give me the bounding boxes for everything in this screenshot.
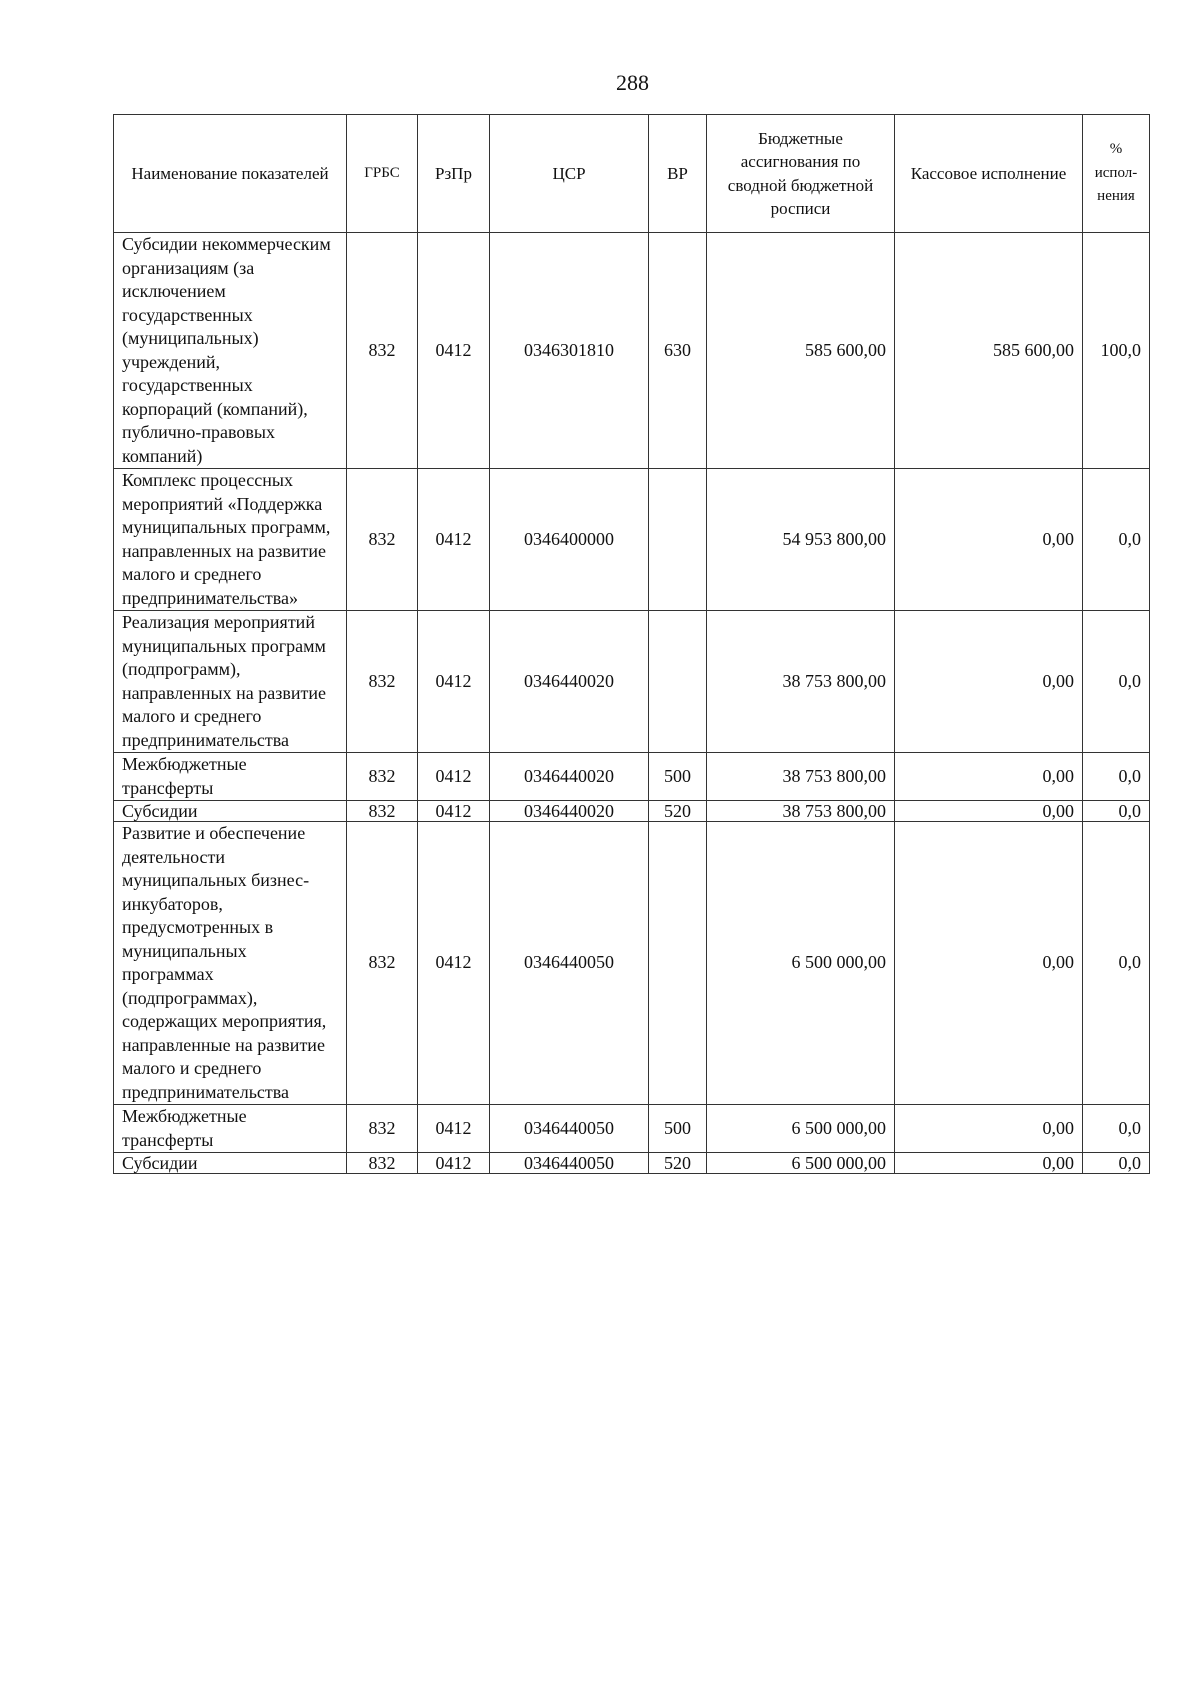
row-vr: 630 [649,233,707,469]
header-cash: Кассовое исполнение [895,115,1083,233]
header-budget: Бюджетные ассигнования по сводной бюджетной росписи [707,115,895,233]
row-csr: 0346301810 [490,233,649,469]
table-header-row [114,115,1150,233]
row-cash: 0,00 [895,611,1083,753]
table-row [114,469,1150,611]
row-grbs: 832 [347,1153,418,1174]
table-row [114,1105,1150,1153]
row-cash: 0,00 [895,469,1083,611]
header-pct: % испол-нения [1083,115,1150,233]
row-budget: 585 600,00 [707,233,895,469]
table-row [114,822,1150,1105]
row-pct: 0,0 [1083,611,1150,753]
row-grbs: 832 [347,801,418,822]
row-pct: 0,0 [1083,469,1150,611]
row-rzpr: 0412 [418,233,490,469]
row-name: Межбюджетные трансферты [114,753,347,801]
table-row [114,611,1150,753]
row-cash: 0,00 [895,822,1083,1105]
budget-execution-table [113,114,1150,1174]
row-grbs: 832 [347,822,418,1105]
row-name: Реализация мероприятий муниципальных программ (подпрограмм), направленных на развитие малого и среднего предпринимательства [114,611,347,753]
row-cash: 0,00 [895,801,1083,822]
row-rzpr: 0412 [418,611,490,753]
row-grbs: 832 [347,469,418,611]
row-name: Субсидии [114,801,347,822]
table-row [114,753,1150,801]
row-rzpr: 0412 [418,1105,490,1153]
row-grbs: 832 [347,1105,418,1153]
row-name: Субсидии некоммерческим организациям (за исключением государственных (муниципальных) учреждений, государственных корпораций (компаний), публично-правовых компаний) [114,233,347,469]
row-csr: 0346400000 [490,469,649,611]
row-budget: 6 500 000,00 [707,1153,895,1174]
row-rzpr: 0412 [418,469,490,611]
row-rzpr: 0412 [418,1153,490,1174]
header-vr: ВР [649,115,707,233]
row-name: Межбюджетные трансферты [114,1105,347,1153]
row-csr: 0346440050 [490,1105,649,1153]
row-grbs: 832 [347,611,418,753]
table-row [114,233,1150,469]
row-cash: 0,00 [895,1153,1083,1174]
row-cash: 0,00 [895,1105,1083,1153]
row-budget: 6 500 000,00 [707,1105,895,1153]
row-vr [649,469,707,611]
row-pct: 0,0 [1083,1153,1150,1174]
row-cash: 0,00 [895,753,1083,801]
row-vr [649,822,707,1105]
header-rzpr: РзПр [418,115,490,233]
row-vr: 500 [649,753,707,801]
page-number: 288 [616,70,649,95]
row-budget: 38 753 800,00 [707,611,895,753]
row-csr: 0346440020 [490,753,649,801]
row-pct: 0,0 [1083,822,1150,1105]
header-grbs: ГРБС [347,115,418,233]
header-csr: ЦСР [490,115,649,233]
row-rzpr: 0412 [418,753,490,801]
table-row [114,1153,1150,1174]
row-budget: 38 753 800,00 [707,801,895,822]
row-pct: 0,0 [1083,801,1150,822]
row-budget: 38 753 800,00 [707,753,895,801]
row-budget: 54 953 800,00 [707,469,895,611]
header-name: Наименование показателей [114,115,347,233]
row-pct: 0,0 [1083,753,1150,801]
row-grbs: 832 [347,233,418,469]
row-vr: 520 [649,801,707,822]
row-pct: 0,0 [1083,1105,1150,1153]
row-grbs: 832 [347,753,418,801]
row-vr: 520 [649,1153,707,1174]
row-csr: 0346440020 [490,801,649,822]
table-row [114,801,1150,822]
row-csr: 0346440050 [490,822,649,1105]
row-name: Развитие и обеспечение деятельности муниципальных бизнес-инкубаторов, предусмотренных в муниципальных программах (подпрограммах), содержащих мероприятия, направленные на развитие малого и среднего предпринимательства [114,822,347,1105]
row-vr: 500 [649,1105,707,1153]
row-vr [649,611,707,753]
row-rzpr: 0412 [418,801,490,822]
row-name: Субсидии [114,1153,347,1174]
row-csr: 0346440020 [490,611,649,753]
row-name: Комплекс процессных мероприятий «Поддержка муниципальных программ, направленных на развитие малого и среднего предпринимательства» [114,469,347,611]
row-cash: 585 600,00 [895,233,1083,469]
row-csr: 0346440050 [490,1153,649,1174]
row-rzpr: 0412 [418,822,490,1105]
row-pct: 100,0 [1083,233,1150,469]
row-budget: 6 500 000,00 [707,822,895,1105]
